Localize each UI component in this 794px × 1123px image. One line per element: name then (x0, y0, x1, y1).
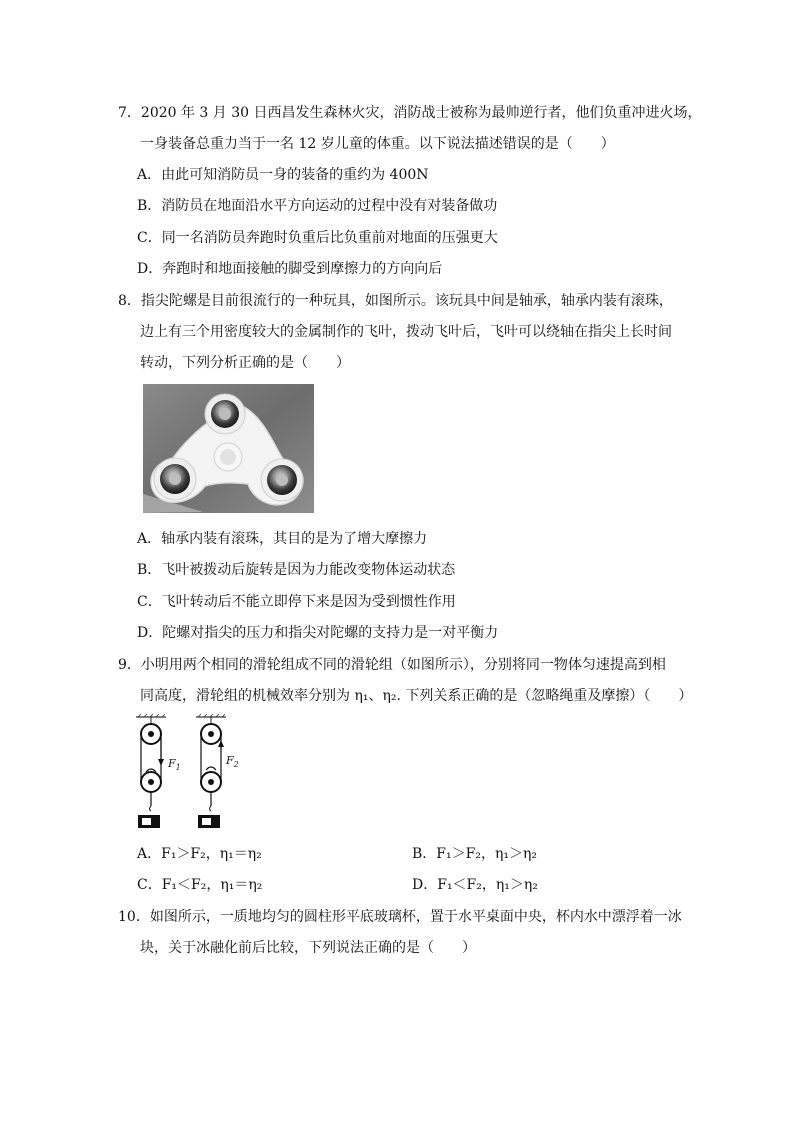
q7-option-c: C．同一名消防员奔跑时负重后比负重前对地面的压强更大 (137, 230, 498, 246)
q9-option-b: B．F₁＞F₂，η₁＞η₂ (412, 846, 537, 862)
f2-subscript: 2 (233, 760, 239, 769)
q10-stem-line2: 块，关于冰融化前后比较，下列说法正确的是（ ） (140, 940, 476, 956)
q7-option-d: D．奔跑时和地面接触的脚受到摩擦力的方向向后 (137, 261, 443, 277)
q9-option-c: C．F₁＜F₂，η₁＝η₂ (137, 877, 263, 893)
svg-text:F1 (167, 757, 181, 772)
q8-option-c: C．飞叶转动后不能立即停下来是因为受到惯性作用 (137, 594, 456, 610)
svg-text:F2 (225, 754, 239, 769)
q8-option-b: B．飞叶被拨动后旋转是因为力能改变物体运动状态 (137, 562, 456, 578)
q7-option-b: B．消防员在地面沿水平方向运动的过程中没有对装备做功 (137, 198, 498, 214)
pulley-system-icon (132, 714, 252, 834)
q8-option-a: A．轴承内装有滚珠，其目的是为了增大摩擦力 (137, 531, 428, 547)
q9-stem-line1: 9．小明用两个相同的滑轮组成不同的滑轮组（如图所示），分别将同一物体匀速提高到相 (118, 657, 666, 673)
pulley-system-figure (132, 714, 252, 834)
q7-option-a: A．由此可知消防员一身的装备的重约为 400N (137, 167, 429, 183)
f1-subscript: 1 (175, 763, 181, 772)
fidget-spinner-icon (143, 384, 314, 513)
f2-label: F (226, 754, 234, 767)
q8-option-d: D．陀螺对指尖的压力和指尖对陀螺的支持力是一对平衡力 (137, 625, 499, 641)
q9-option-a: A．F₁＞F₂，η₁＝η₂ (137, 846, 262, 862)
q7-stem-line1: 7．2020 年 3 月 30 日西昌发生森林火灾，消防战士被称为最帅逆行者，他们负重冲进火场， (118, 105, 702, 121)
fidget-spinner-photo (143, 384, 314, 513)
q8-stem-line2: 边上有三个用密度较大的金属制作的飞叶，拨动飞叶后，飞叶可以绕轴在指尖上长时间 (140, 324, 672, 340)
q9-stem-line2: 同高度，滑轮组的机械效率分别为 η₁、η₂. 下列关系正确的是（忽略绳重及摩擦）（ ） (140, 688, 693, 704)
q10-stem-line1: 10．如图所示，一质地均匀的圆柱形平底玻璃杯，置于水平桌面中央，杯内水中漂浮着一冰 (118, 909, 682, 925)
q7-stem-line2: 一身装备总重力当于一名 12 岁儿童的体重。以下说法描述错误的是（ ） (140, 136, 615, 152)
q9-option-d: D．F₁＜F₂，η₁＞η₂ (412, 877, 538, 893)
q8-stem-line3: 转动，下列分析正确的是（ ） (140, 355, 350, 371)
q8-stem-line1: 8．指尖陀螺是目前很流行的一种玩具，如图所示。该玩具中间是轴承，轴承内装有滚珠， (118, 293, 673, 309)
f1-label: F (168, 757, 176, 770)
